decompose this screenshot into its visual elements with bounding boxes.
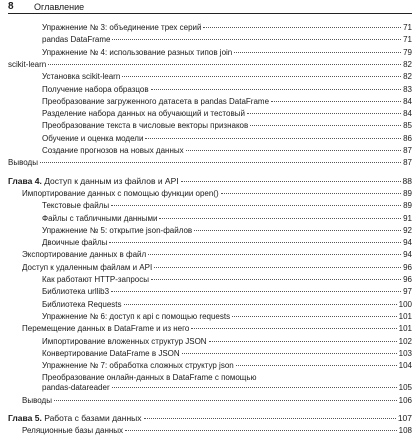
toc-entry-title: pandas DataFrame <box>42 35 111 45</box>
toc-chapter-title <box>8 413 142 424</box>
toc-page-number: 96 <box>403 275 412 284</box>
toc-page-number: 82 <box>403 72 412 82</box>
running-title: Оглавление <box>34 2 85 12</box>
dot-leader <box>181 181 401 182</box>
toc-entry <box>42 47 412 58</box>
toc-entry <box>42 145 412 156</box>
toc-chapter-title <box>8 176 179 187</box>
toc-entry <box>22 262 412 273</box>
toc-entry <box>42 360 412 371</box>
toc-entry <box>22 425 412 436</box>
toc-entry-title: Разделение набора данных на обучающий и тестовый <box>42 109 245 119</box>
toc-page-number: 108 <box>398 426 412 436</box>
toc-page-number: 71 <box>403 23 412 32</box>
chapter-label: Глава 4. <box>8 175 42 186</box>
toc-entry-title: Упражнение № 7: обработка сложных структур json <box>42 361 234 371</box>
toc-entry-title: Экспортирование данных в файл <box>22 250 147 260</box>
dot-leader <box>250 125 401 126</box>
dot-leader <box>234 52 401 53</box>
toc-entry <box>42 311 412 322</box>
toc-page-number: 107 <box>397 413 412 423</box>
toc-page-number: 92 <box>403 225 412 235</box>
toc-entry-title: Выводы <box>8 158 38 168</box>
header-divider <box>8 13 412 14</box>
toc-entry <box>42 348 412 359</box>
toc-entry-title: Перемещение данных в DataFrame и из него <box>22 324 190 334</box>
toc-entry <box>42 22 412 33</box>
dot-leader <box>112 39 401 40</box>
toc-entry <box>42 34 412 45</box>
toc-entry <box>42 237 412 248</box>
toc-entry <box>42 96 412 107</box>
toc-entry-title: Доступ к удаленным файлам и API <box>22 262 153 272</box>
toc-page-number: 87 <box>403 146 412 155</box>
dot-leader <box>203 27 401 28</box>
toc-entry-title: Упражнение № 4: использование разных типов join <box>42 47 233 57</box>
dot-leader <box>194 230 401 231</box>
toc-entry <box>42 336 412 347</box>
toc-page-number: 100 <box>398 299 412 309</box>
toc-page-number: 101 <box>398 324 412 334</box>
toc-chapter-entry <box>8 413 412 424</box>
dot-leader <box>209 341 397 342</box>
toc-entry <box>22 323 412 334</box>
toc-entry-title: Обучение и оценка модели <box>42 133 144 143</box>
chapter-label: Глава 5. <box>8 413 42 423</box>
dot-leader <box>182 353 397 354</box>
dot-leader <box>111 205 401 206</box>
dot-leader <box>109 242 401 243</box>
toc-entry <box>42 108 412 119</box>
toc-page-number: 105 <box>398 383 412 393</box>
toc-page-number: 94 <box>403 238 412 248</box>
toc-page-number: 87 <box>403 158 412 168</box>
dot-leader <box>236 365 397 366</box>
toc-entry-title: Текстовые файлы <box>42 201 110 211</box>
toc-chapter-entry <box>8 176 412 187</box>
toc-entry <box>42 225 412 236</box>
dot-leader <box>145 138 401 139</box>
dot-leader <box>54 400 397 401</box>
dot-leader <box>151 89 402 90</box>
toc-entry <box>42 382 412 393</box>
toc-entry-title: Преобразование загруженного датасета в pandas DataFrame <box>42 96 270 106</box>
toc-page-number: 79 <box>403 47 412 57</box>
dot-leader <box>112 387 397 388</box>
toc-entry-title: Как работают HTTP-запросы <box>42 275 149 284</box>
dot-leader <box>48 64 401 65</box>
toc-entry <box>42 71 412 82</box>
chapter-title: Доступ к данным из файлов и API <box>41 175 179 186</box>
toc-page-number: 91 <box>403 213 412 223</box>
dot-leader <box>125 430 397 431</box>
toc-entry <box>42 286 412 297</box>
toc-entry <box>22 395 412 406</box>
toc-page-number: 97 <box>403 287 412 297</box>
toc-entry-title-line: Преобразование онлайн-данных в DataFrame с помощью <box>42 373 257 383</box>
toc-page-number: 89 <box>403 188 412 198</box>
toc-entry-title: Реляционные базы данных <box>22 426 124 436</box>
dot-leader <box>124 304 397 305</box>
dot-leader <box>271 101 401 102</box>
toc-entry <box>42 299 412 310</box>
toc-page-number: 104 <box>398 361 412 371</box>
toc-page-number: 94 <box>403 250 412 260</box>
toc-entry-title: Библиотека Requests <box>42 299 122 309</box>
toc-page-number: 84 <box>403 109 412 119</box>
toc-entry-title: pandas-datareader <box>42 383 110 393</box>
toc-page-number: 86 <box>403 133 412 143</box>
dot-leader <box>232 316 397 317</box>
toc-page-number: 106 <box>398 395 412 405</box>
toc-entry <box>42 213 412 224</box>
dot-leader <box>144 418 396 419</box>
toc-entry <box>42 120 412 131</box>
dot-leader <box>221 193 401 194</box>
dot-leader <box>247 113 401 114</box>
toc-entry-title: Получение набора образцов <box>42 84 149 94</box>
toc-page-number: 85 <box>403 121 412 131</box>
toc-entry-title: Упражнение № 6: доступ к api с помощью requests <box>42 311 231 321</box>
toc-page-number: 103 <box>398 348 412 358</box>
dot-leader <box>159 218 401 219</box>
toc-entry-title: Выводы <box>22 395 52 405</box>
toc-entry <box>22 249 412 260</box>
page-header <box>0 0 420 14</box>
toc-entry-title: scikit-learn <box>8 59 47 69</box>
toc-entry-title: Установка scikit-learn <box>42 72 121 82</box>
toc-page-number: 96 <box>403 262 412 272</box>
toc-entry-title: Импортирование вложенных структур JSON <box>42 336 207 346</box>
toc-entry-title: Упражнение № 3: объединение трех серий <box>42 23 202 32</box>
dot-leader <box>122 76 401 77</box>
toc-entry-title: Библиотека urllib3 <box>42 287 110 297</box>
dot-leader <box>191 328 396 329</box>
toc-page-number: 89 <box>403 201 412 211</box>
toc-entry <box>22 188 412 199</box>
toc-page-number: 101 <box>398 311 412 321</box>
toc-entry-title: Создание прогнозов на новых данных <box>42 146 184 155</box>
chapter-title: Работа с базами данных <box>41 413 142 423</box>
toc-entry-title: Преобразование текста в числовые векторы признаков <box>42 121 249 131</box>
dot-leader <box>40 162 401 163</box>
dot-leader <box>154 267 401 268</box>
toc-entry <box>42 84 412 95</box>
toc-entry <box>42 133 412 144</box>
toc-entry <box>42 200 412 211</box>
toc-entry <box>8 157 412 168</box>
toc-entry-title: Двоичные файлы <box>42 238 108 248</box>
dot-leader <box>186 150 401 151</box>
dot-leader <box>111 291 401 292</box>
toc-page-number: 102 <box>398 336 412 346</box>
toc-entry-title: Конвертирование DataFrame в JSON <box>42 348 180 358</box>
toc-page-number: 82 <box>403 59 412 69</box>
toc-entry <box>8 59 412 70</box>
toc-page-number: 88 <box>402 175 412 186</box>
toc-entry <box>42 274 412 285</box>
toc-entry-title: Файлы с табличными данными <box>42 213 158 223</box>
toc-page-number: 71 <box>403 35 412 45</box>
toc-entry-title: Упражнение № 5: открытие json-файлов <box>42 225 193 235</box>
dot-leader <box>148 254 401 255</box>
toc-page-number: 83 <box>403 84 412 94</box>
toc-page-number: 84 <box>403 96 412 106</box>
dot-leader <box>151 279 401 280</box>
toc-entry-title: Импортирование данных с помощью функции open() <box>22 188 219 198</box>
page-number: 8 <box>8 1 14 12</box>
